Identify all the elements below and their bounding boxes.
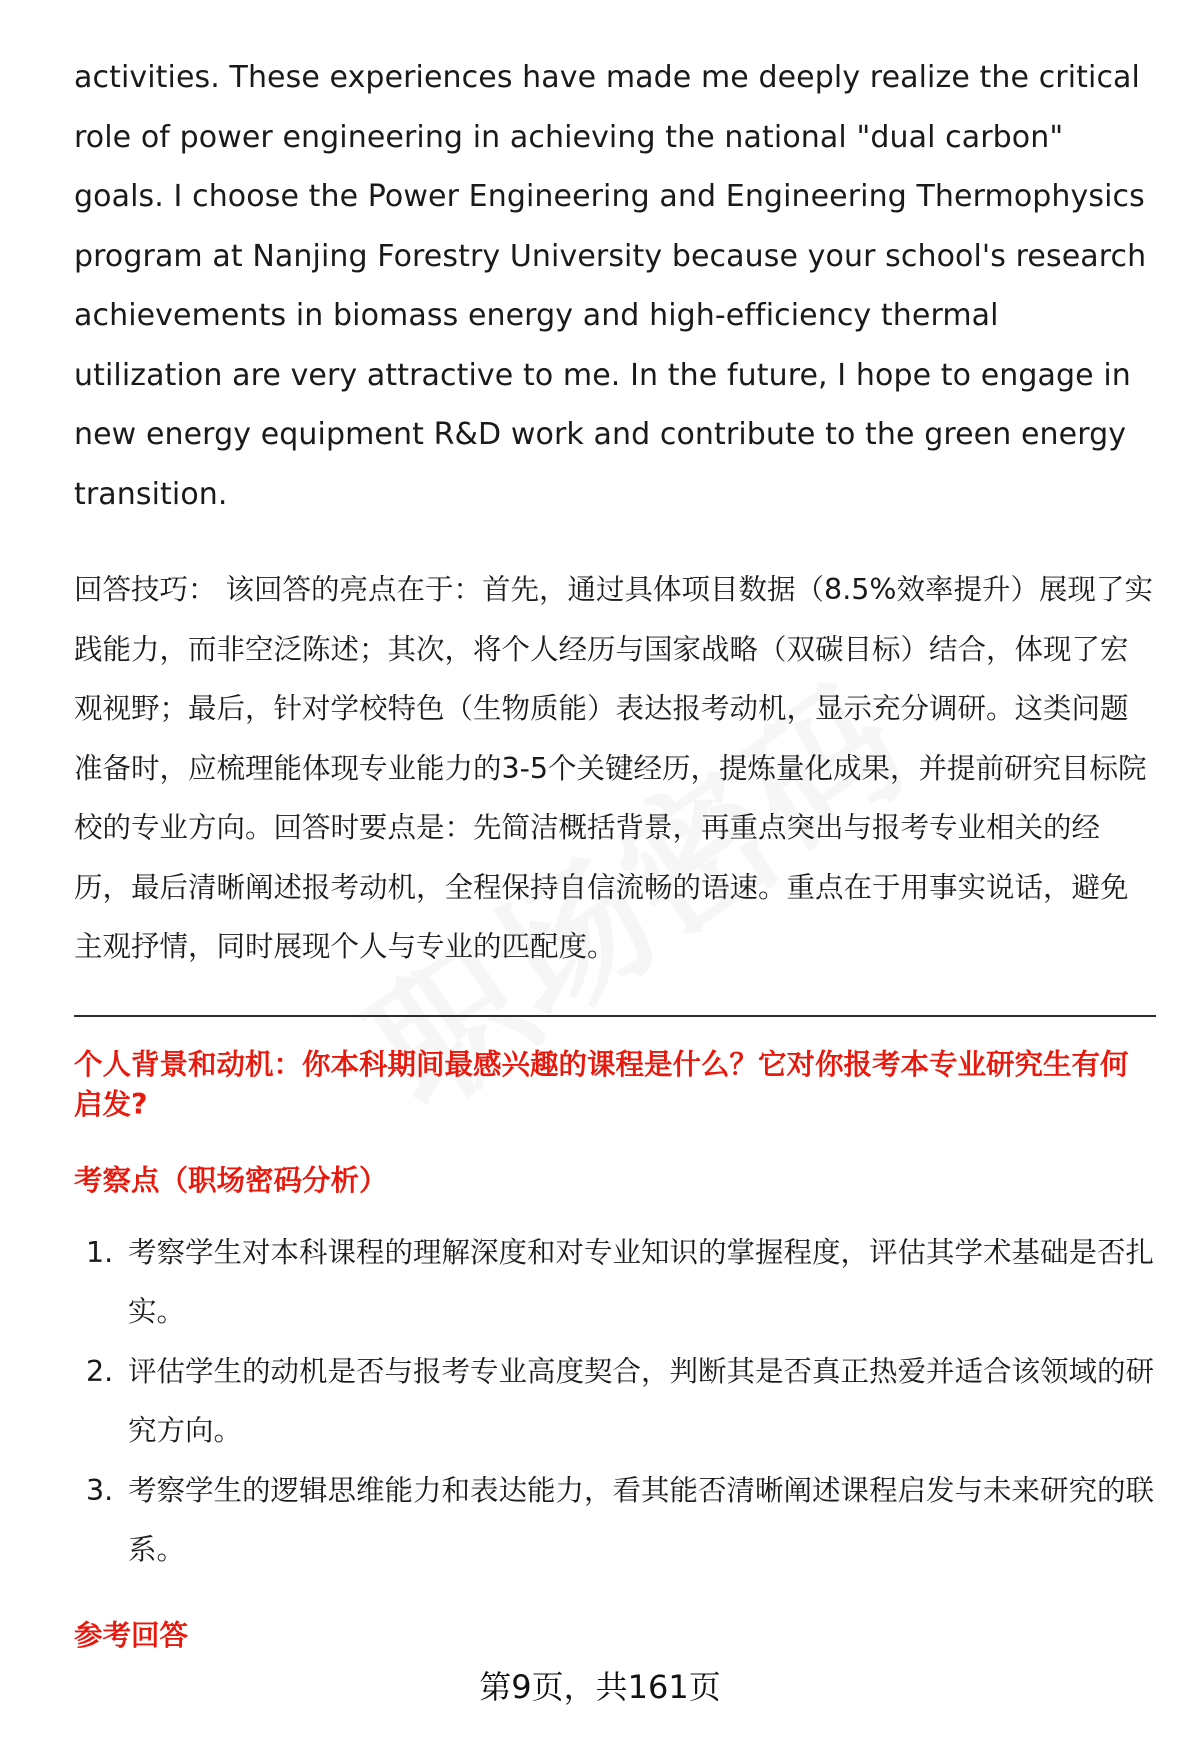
assessment-list	[74, 1223, 1156, 1580]
question-heading: 个人背景和动机：你本科期间最感兴趣的课程是什么？它对你报考本专业研究生有何启发?	[74, 1047, 1129, 1121]
list-item-text: 考察学生的逻辑思维能力和表达能力，看其能否清晰阐述课程启发与未来研究的联系。	[128, 1473, 1155, 1566]
page-footer: 第9页，共161页	[479, 1668, 721, 1706]
assessment-heading: 考察点（职场密码分析）	[74, 1163, 388, 1197]
list-item	[74, 1342, 1156, 1461]
list-item-text: 考察学生对本科课程的理解深度和对专业知识的掌握程度，评估其学术基础是否扎实。	[128, 1235, 1155, 1328]
list-item-number: 3.	[86, 1473, 114, 1507]
list-item-number: 2.	[86, 1354, 114, 1388]
section-divider	[74, 1015, 1156, 1017]
document-page	[74, 48, 1156, 1656]
answer-paragraph-en: activities. These experiences have made me deeply realize the critical role of power engineering in achieving the national "dual carbon" goals. I choose the Power Engineering and Engineering Thermophysics program at Nanjing Forestry University because your school's research achievements in biomass energy and high-efficiency thermal utilization are very attractive to me. In the future, I hope to engage in new energy equipment R&D work and contribute to the green energy transition.	[74, 60, 1147, 512]
reference-answer-heading: 参考回答	[74, 1618, 189, 1652]
answer-tips-paragraph: 回答技巧： 该回答的亮点在于：首先，通过具体项目数据（8.5%效率提升）展现了实践能力，而非空泛陈述；其次，将个人经历与国家战略（双碳目标）结合，体现了宏观视野；最后，针对学校特色（生物质能）表达报考动机，显示充分调研。这类问题准备时，应梳理能体现专业能力的3-5个关键经历，提炼量化成果，并提前研究目标院校的专业方向。回答时要点是：先简洁概括背景，再重点突出与报考专业相关的经历，最后清晰阐述报考动机，全程保持自信流畅的语速。重点在于用事实说话，避免主观抒情，同时展现个人与专业的匹配度。	[74, 573, 1153, 963]
list-item-number: 1.	[86, 1235, 114, 1269]
list-item	[74, 1223, 1156, 1342]
list-item	[74, 1461, 1156, 1580]
list-item-text: 评估学生的动机是否与报考专业高度契合，判断其是否真正热爱并适合该领域的研究方向。	[128, 1354, 1155, 1447]
